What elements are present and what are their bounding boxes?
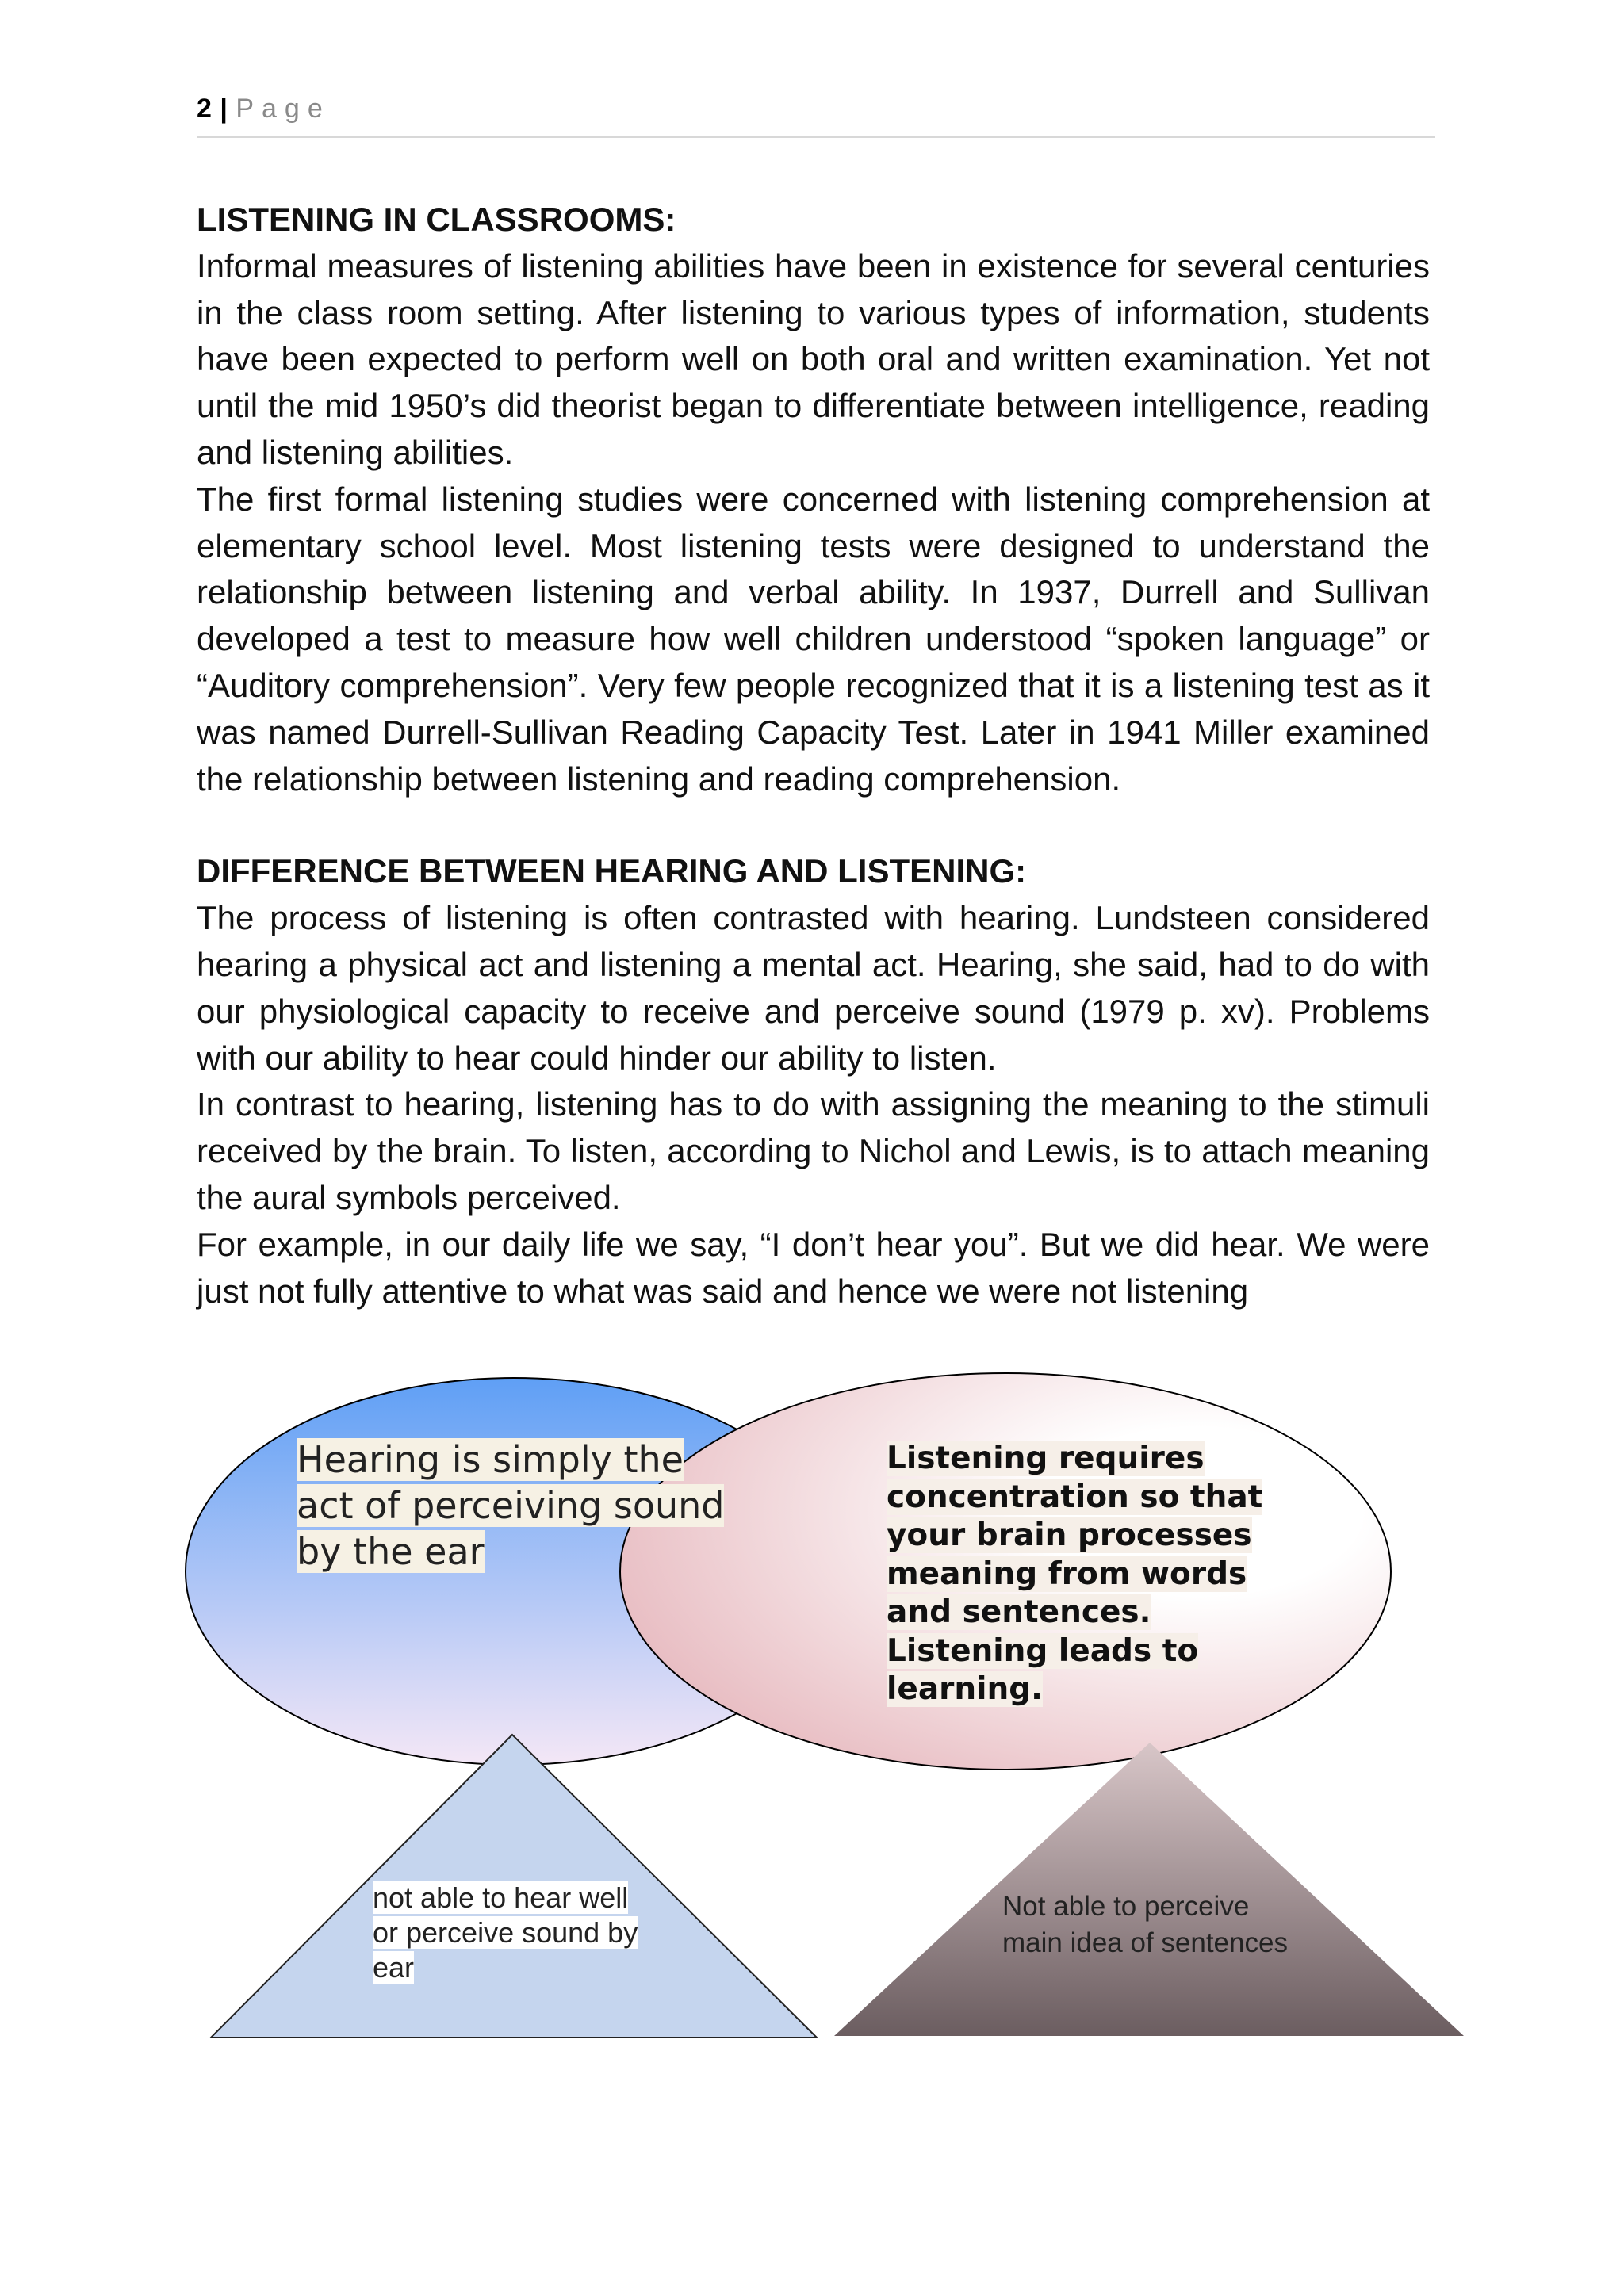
diagram-line: or perceive sound by [373,1916,638,1949]
diagram-line: by the ear [297,1530,485,1573]
listening-oval-text [887,1440,1299,1709]
diagram-line: Hearing is simply the [297,1438,684,1481]
page-number: 2 [197,94,212,124]
paragraph: For example, in our daily life we say, “I don’t hear you”. But we did hear. We were just not fully attentive to what was said and hence we were not listening [197,1225,1430,1310]
body-text [197,197,1430,1314]
paragraph: The first formal listening studies were concerned with listening comprehension at elementary school level. Most listening tests were designed to understand the relationship between listening and verbal ability. In 1937, Durrell and Sullivan developed a test to measure how well children understood “spoken language” or “Auditory comprehension”. Very few people recognized that it is a listening test as it was named Durrell-Sullivan Reading Capacity Test. Later in 1941 Miller examined the relationship between listening and reading comprehension. [197,480,1430,798]
header-separator: | [220,94,228,124]
diagram-line: and sentences. [887,1594,1151,1630]
paragraph: The process of listening is often contrasted with hearing. Lundsteen considered hearing a physical act and listening a mental act. Hearing, she said, had to do with our physiological capacity to receive and perceive sound (1979 p. xv). Problems with our ability to hear could hinder our ability to listen. [197,899,1430,1077]
paragraph: In contrast to hearing, listening has to do with assigning the meaning to the stimuli received by the brain. To listen, according to Nichol and Lewis, is to attach meaning the aural symbols perceived. [197,1085,1430,1216]
diagram-line: concentration so that [887,1479,1263,1515]
diagram-line: Listening requires [887,1441,1205,1476]
diagram-line: Not able to perceive [1002,1891,1250,1922]
hearing-oval-text [297,1437,741,1575]
diagram-line: learning. [887,1671,1043,1707]
section-heading-difference: DIFFERENCE BETWEEN HEARING AND LISTENING: [197,852,1027,890]
diagram-shapes [0,1364,1624,2045]
diagram-line: ear [373,1951,415,1984]
diagram-line: your brain processes [887,1517,1252,1553]
page-header [197,94,1435,138]
hearing-listening-diagram [0,1364,1624,2045]
page-label: Page [236,94,331,124]
diagram-line: not able to hear well [373,1881,629,1914]
hearing-triangle-text [373,1881,674,1985]
listening-triangle-text [1002,1888,1335,1961]
diagram-line: main idea of sentences [1002,1927,1288,1958]
section-heading-classrooms: LISTENING IN CLASSROOMS: [197,201,676,238]
diagram-line: act of perceiving sound [297,1484,725,1527]
diagram-line: Listening leads to [887,1632,1199,1669]
section-gap [197,802,1430,848]
diagram-line: meaning from words [887,1556,1247,1592]
paragraph: Informal measures of listening abilities have been in existence for several centuries in the class room setting. After listening to various types of information, students have been expected to perform well on both oral and written examination. Yet not until the mid 1950’s did theorist began to differentiate between intelligence, reading and listening abilities. [197,247,1430,471]
